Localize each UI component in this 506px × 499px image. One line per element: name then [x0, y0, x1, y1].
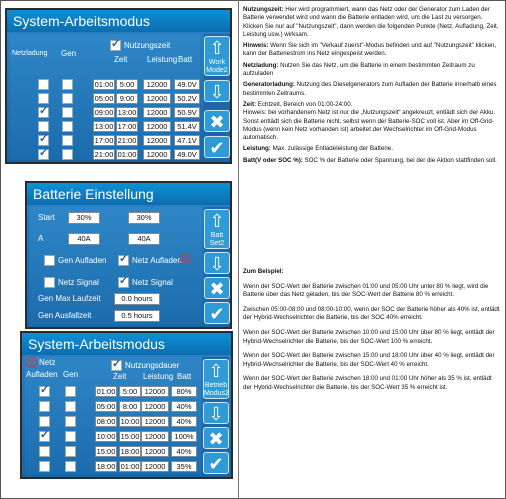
confirm-button[interactable]	[203, 452, 229, 474]
side-label-mode: Mode2	[206, 67, 228, 74]
time-start-cell[interactable]: 18:00	[96, 462, 116, 471]
para-netzladung: Netzladung: Nutzen Sie das Netz, um die Batterie in einem bestimmten Zeitraum zu aufzuladen	[243, 61, 475, 78]
nutzungszeit-checkbox[interactable]: ✓	[111, 38, 121, 50]
close-icon: ✖	[208, 429, 224, 449]
power-cell[interactable]: 12000	[141, 446, 169, 457]
gen-max-label: Gen Max Laufzeit	[38, 294, 101, 303]
mode-up-button[interactable]	[204, 36, 230, 76]
example-text	[243, 268, 501, 399]
netz-checkbox[interactable]	[39, 416, 50, 427]
marker-1: 1	[180, 253, 191, 264]
time-end-cell[interactable]: 01:00	[120, 462, 140, 471]
para-nutzungszeit: Nutzungszeit: Hier wird programmiert, wann das Netz oder der Generator zum Laden der Batterie verwendet wird und wann die Batterie entladen wird, um die Last zu versorgen. Klicken Sie nur auf "Nutzungszeit", dann werden die folgenden Punkte (Netz, Aufladung, Zeit, Leistung usw.) wirksam.	[243, 6, 499, 38]
start-label: Start	[38, 213, 55, 222]
col-zeit-label: Zeit	[114, 55, 128, 64]
power-cell[interactable]: 12000	[143, 79, 171, 90]
batt-cell[interactable]: 47.1V	[174, 135, 200, 146]
netz-signal-checkbox-2[interactable]: ✓	[119, 275, 129, 287]
time-end-cell[interactable]: 8:00	[119, 401, 141, 412]
para-leistung: Leistung: Max. zulässige Entladeleistung der Batterie.	[243, 145, 393, 153]
arrow-up-icon: ⇧	[209, 211, 225, 231]
gen-max-value[interactable]: 0.0 hours	[114, 293, 160, 305]
netz-checkbox[interactable]	[38, 121, 49, 132]
down-button[interactable]	[203, 402, 229, 424]
batt-cell[interactable]: 40%	[171, 401, 197, 412]
side-label-work: Work	[208, 59, 226, 66]
gen-checkbox[interactable]	[62, 121, 73, 132]
col-gen-label: Gen	[61, 49, 77, 58]
time-end-cell[interactable]: 18:00	[120, 447, 140, 456]
panel-title: System-Arbeitsmodus	[7, 10, 230, 32]
side-button-bar	[203, 357, 229, 475]
para-hinweis: Hinweis: Wenn Sie sich im "Verkauf zuerst"-Modus befinden und auf "Nutzungszeit" klicken, kann der Batteriestrom ins Netz eingespeist werden.	[243, 42, 497, 58]
panel-title: System-Arbeitsmodus	[22, 333, 231, 355]
gen-checkbox[interactable]	[62, 93, 73, 104]
time-start-cell[interactable]: 05:00	[96, 402, 116, 411]
current-value-b[interactable]: 40A	[128, 233, 160, 245]
batt-cell[interactable]: 49.0V	[174, 149, 200, 160]
example-5: Wenn der SOC-Wert der Batterie zwischen 18:00 und 01:00 Uhr höher als 35 % ist, entlädt der Hybrid-Wechselrichter die Batterie, bis der SOC-Wert 35 % erreicht ist.	[243, 375, 492, 391]
example-3: Wenn der SOC-Wert der Batterie zwischen 10:00 und 15:00 Uhr über 80 % liegt, entlädt der Hybrid-Wechselrichter die Batterie, bis der SOC-Wert 100 % erreicht.	[243, 328, 495, 345]
netz-checkbox[interactable]: ✓	[40, 429, 50, 441]
nutzungsdauer-checkbox[interactable]: ✓	[112, 358, 122, 370]
check-icon: ✔	[209, 304, 225, 324]
time-start-cell[interactable]: 08:00	[96, 417, 116, 426]
time-end-cell[interactable]: 5:00	[116, 79, 138, 90]
confirm-button[interactable]	[204, 136, 230, 158]
netz-aufladen-checkbox[interactable]: ✓	[119, 253, 129, 265]
col-batt-label: Batt	[178, 55, 193, 64]
time-start-cell[interactable]: 01:00	[94, 80, 114, 89]
current-label: A	[38, 234, 44, 243]
gen-checkbox[interactable]	[65, 416, 76, 427]
time-end-cell[interactable]: 21:00	[117, 136, 137, 145]
side-label-batt: Batt	[210, 232, 224, 239]
arrow-up-icon: ⇧	[209, 38, 225, 58]
example-2: Zwischen 05:00-08:00 und 08:00-10:00, wenn der SOC der Batterie höher als 40% ist, entlädt der Hybrid-Wechselrichter die Batterie, bis der SOC 40% erreicht.	[243, 305, 500, 322]
para-generatorladung: Generatorladung: Nutzung des Dieselgenerators zum Aufladen der Batterie innerhalb eines bestimmten Zeitraums.	[243, 81, 497, 97]
para-zeit: Zeit: Echtzeit, Bereich von 01:00-24:00.	[243, 100, 353, 108]
panel-work-mode-1	[5, 8, 232, 164]
gen-checkbox[interactable]	[65, 401, 76, 412]
power-cell[interactable]: 12000	[143, 107, 171, 118]
batt-cell[interactable]: 35%	[171, 461, 197, 472]
time-end-cell[interactable]: 5:00	[119, 386, 141, 397]
batt-cell[interactable]: 50.9V	[174, 107, 200, 118]
batt-cell[interactable]: 80%	[171, 386, 197, 397]
check-icon: ✔	[208, 454, 224, 474]
col-leistung-label: Leistung	[147, 55, 178, 64]
mode-up-button[interactable]	[203, 359, 229, 399]
netz-aufladen-label: Netz Aufladen	[132, 256, 182, 265]
para-zeit-hinweis: Hinweis: bei vorhandenem Netz ist nur die „Nutzungszeit“ angekreuzt, entlädt sich der Akku. Sonst entlädt sich die Batterie nicht, selbst wenn der Batterie-SOC voll ist. Aber im Off-Grid-Modus (wenn kein Netz vorhanden ist) arbeitet der Wechselrichter im Off-Grid-Modus automatisch.	[243, 109, 496, 142]
example-heading: Zum Beispiel:	[243, 268, 284, 275]
time-end-cell[interactable]: 9:00	[116, 93, 138, 104]
example-1: Wenn der SOC-Wert der Batterie zwischen 01:00 und 05:00 Uhr unter 80 % liegt, wird die Batterie über das Netz geladen, bis der SOC-Wert der Batterie 80 % erreicht.	[243, 282, 489, 299]
marker-2: 2	[26, 357, 37, 368]
cancel-button[interactable]	[204, 277, 230, 299]
netz-signal-label: Netz Signal	[58, 278, 99, 287]
current-value-a[interactable]: 40A	[68, 233, 100, 245]
power-cell[interactable]: 12000	[143, 121, 171, 132]
col-leistung-label: Leistung	[143, 372, 174, 381]
nutzungszeit-label: Nutzungszeit	[124, 41, 171, 50]
col-zeit-label: Zeit	[113, 372, 127, 381]
gen-checkbox[interactable]	[65, 446, 76, 457]
time-start-cell[interactable]: 10:00	[96, 432, 116, 441]
time-start-cell[interactable]: 15:00	[96, 447, 116, 456]
arrow-down-icon: ⇩	[209, 82, 225, 102]
netz-checkbox[interactable]: ✓	[40, 384, 50, 396]
time-start-cell[interactable]: 01:00	[96, 387, 116, 396]
time-start-cell[interactable]: 09:00	[94, 108, 114, 117]
gen-checkbox[interactable]	[62, 149, 73, 160]
start-value-a[interactable]: 30%	[68, 212, 100, 224]
power-cell[interactable]: 12000	[141, 386, 169, 397]
power-cell[interactable]: 12000	[141, 401, 169, 412]
arrow-down-icon: ⇩	[209, 254, 225, 274]
settings-area	[25, 357, 201, 475]
close-icon: ✖	[209, 279, 225, 299]
col-aufladen-label: Aufladen	[26, 370, 58, 379]
screen	[7, 10, 230, 162]
time-start-cell[interactable]: 21:00	[94, 150, 114, 159]
netz-checkbox[interactable]: ✓	[39, 147, 49, 159]
netz-checkbox[interactable]	[38, 93, 49, 104]
netz-signal-checkbox[interactable]	[44, 277, 55, 288]
col-netzladung-label: Netzladung	[12, 50, 48, 57]
gen-ausfall-value[interactable]: 0.5 hours	[114, 310, 160, 322]
screen	[22, 333, 231, 477]
time-start-cell[interactable]: 13:00	[94, 122, 114, 131]
column-divider	[238, 0, 239, 499]
side-label-betrieb: Betrieb	[204, 382, 228, 389]
para-batt: Batt(V oder SOC %): SOC % der Batterie oder Spannung, bei der die Aktion stattfinden soll.	[243, 156, 497, 164]
batt-cell[interactable]: 51.4V	[174, 121, 200, 132]
cancel-button[interactable]	[203, 427, 229, 449]
netz-checkbox[interactable]	[39, 461, 50, 472]
start-value-b[interactable]: 30%	[128, 212, 160, 224]
settings-area	[30, 207, 202, 325]
side-label-modus: Modus2	[204, 390, 229, 397]
panel-work-mode-2	[20, 331, 233, 479]
cancel-button[interactable]	[204, 110, 230, 132]
close-icon: ✖	[209, 112, 225, 132]
batt-cell[interactable]: 40%	[171, 416, 197, 427]
arrow-up-icon: ⇧	[208, 361, 224, 381]
netz-checkbox[interactable]: ✓	[39, 133, 49, 145]
batt-cell[interactable]: 49.0V	[174, 79, 200, 90]
description-text	[243, 6, 501, 168]
power-cell[interactable]: 12000	[143, 135, 171, 146]
col-netz-label: Netz	[39, 358, 56, 367]
time-start-cell[interactable]: 05:00	[94, 94, 114, 103]
power-cell[interactable]: 12000	[141, 431, 169, 442]
down-button[interactable]	[204, 252, 230, 274]
gen-ausfall-label: Gen Ausfallzeit	[38, 311, 92, 320]
batt-set-up-button[interactable]	[204, 209, 230, 249]
time-end-cell[interactable]: 15:00	[120, 432, 140, 441]
netz-checkbox[interactable]	[39, 401, 50, 412]
gen-checkbox[interactable]	[65, 386, 76, 397]
down-button[interactable]	[204, 80, 230, 102]
confirm-button[interactable]	[204, 302, 230, 324]
batt-cell[interactable]: 100%	[171, 431, 197, 442]
check-icon: ✔	[209, 138, 225, 158]
col-batt-label: Batt	[177, 372, 192, 381]
example-4: Wenn der SOC-Wert der Batterie zwischen 15:00 und 18:00 Uhr über 40 % liegt, entlädt der Hybrid-Wechselrichter die Batterie, bis der SOC-Wert 40 % erreicht.	[243, 352, 495, 368]
netz-checkbox[interactable]	[38, 79, 49, 90]
power-cell[interactable]: 12000	[143, 149, 171, 160]
power-cell[interactable]: 12000	[141, 416, 169, 427]
col-gen-label: Gen	[63, 370, 79, 379]
netz-checkbox[interactable]: ✓	[39, 105, 49, 117]
time-end-cell[interactable]: 01:00	[117, 150, 137, 159]
gen-aufladen-label: Gen Aufladen	[58, 256, 107, 265]
power-cell[interactable]: 12000	[143, 93, 171, 104]
gen-checkbox[interactable]	[62, 107, 73, 118]
panel-battery-settings	[25, 181, 232, 329]
batt-cell[interactable]: 50.2V	[174, 93, 200, 104]
nutzungsdauer-label: Nutzungsdauer	[125, 361, 180, 370]
time-end-cell[interactable]: 17:00	[117, 122, 137, 131]
netz-checkbox[interactable]	[39, 446, 50, 457]
gen-checkbox[interactable]	[62, 135, 73, 146]
gen-checkbox[interactable]	[65, 431, 76, 442]
side-button-bar	[204, 34, 230, 160]
panel-title: Batterie Einstellung	[27, 183, 230, 205]
gen-aufladen-checkbox[interactable]	[44, 255, 55, 266]
batt-cell[interactable]: 40%	[171, 446, 197, 457]
gen-checkbox[interactable]	[65, 461, 76, 472]
time-end-cell[interactable]: 13:00	[117, 108, 137, 117]
netz-signal-label-2: Netz Signal	[132, 278, 173, 287]
power-cell[interactable]: 12000	[141, 461, 169, 472]
gen-checkbox[interactable]	[62, 79, 73, 90]
side-button-bar	[204, 207, 230, 325]
settings-area	[10, 34, 200, 160]
time-end-cell[interactable]: 10:00	[120, 417, 140, 426]
side-label-set: Set2	[209, 240, 225, 247]
time-start-cell[interactable]: 17:00	[94, 136, 114, 145]
arrow-down-icon: ⇩	[208, 404, 224, 424]
screen	[27, 183, 230, 327]
